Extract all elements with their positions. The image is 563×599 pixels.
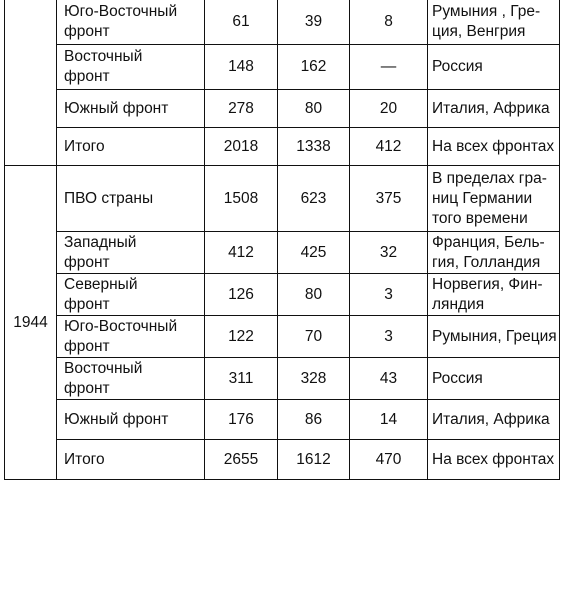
front-cell: Восточный фронт <box>57 358 205 400</box>
value-cell-3: 32 <box>350 232 428 274</box>
value-cell-3: 14 <box>350 400 428 440</box>
value-cell-2: 39 <box>278 0 350 45</box>
table-row <box>5 316 560 358</box>
value-cell-2: 80 <box>278 274 350 316</box>
losses-table <box>4 0 560 480</box>
place-cell: Италия, Африка <box>428 90 560 128</box>
front-cell: Северный фронт <box>57 274 205 316</box>
value-cell-1: 2018 <box>205 128 278 166</box>
value-cell-1: 1508 <box>205 166 278 232</box>
table-row <box>5 274 560 316</box>
value-cell-2: 162 <box>278 45 350 90</box>
value-cell-3: 412 <box>350 128 428 166</box>
front-cell: Итого <box>57 128 205 166</box>
table-row <box>5 358 560 400</box>
place-cell: Румыния, Греция <box>428 316 560 358</box>
value-cell-1: 176 <box>205 400 278 440</box>
front-cell: Восточный фронт <box>57 45 205 90</box>
front-cell: Юго-Восточный фронт <box>57 316 205 358</box>
value-cell-3: 3 <box>350 316 428 358</box>
front-cell: Юго-Восточный фронт <box>57 0 205 45</box>
front-cell: Южный фронт <box>57 90 205 128</box>
value-cell-2: 80 <box>278 90 350 128</box>
place-cell: Франция, Бель- гия, Голландия <box>428 232 560 274</box>
place-cell: Норвегия, Фин- ляндия <box>428 274 560 316</box>
value-cell-3: 3 <box>350 274 428 316</box>
table-row-total <box>5 440 560 480</box>
value-cell-2: 425 <box>278 232 350 274</box>
value-cell-3: 470 <box>350 440 428 480</box>
value-cell-3: 375 <box>350 166 428 232</box>
value-cell-3: 43 <box>350 358 428 400</box>
value-cell-3: — <box>350 45 428 90</box>
value-cell-2: 1612 <box>278 440 350 480</box>
value-cell-1: 311 <box>205 358 278 400</box>
value-cell-2: 70 <box>278 316 350 358</box>
value-cell-2: 86 <box>278 400 350 440</box>
value-cell-1: 126 <box>205 274 278 316</box>
front-cell: Итого <box>57 440 205 480</box>
place-cell: Россия <box>428 45 560 90</box>
front-cell: Южный фронт <box>57 400 205 440</box>
value-cell-3: 20 <box>350 90 428 128</box>
front-cell: ПВО страны <box>57 166 205 232</box>
value-cell-2: 1338 <box>278 128 350 166</box>
place-cell: Италия, Африка <box>428 400 560 440</box>
table-row <box>5 400 560 440</box>
table-row <box>5 232 560 274</box>
table-row <box>5 45 560 90</box>
value-cell-1: 412 <box>205 232 278 274</box>
value-cell-1: 2655 <box>205 440 278 480</box>
value-cell-3: 8 <box>350 0 428 45</box>
value-cell-2: 623 <box>278 166 350 232</box>
value-cell-1: 122 <box>205 316 278 358</box>
value-cell-1: 148 <box>205 45 278 90</box>
value-cell-1: 61 <box>205 0 278 45</box>
place-cell: На всех фронтах <box>428 440 560 480</box>
value-cell-2: 328 <box>278 358 350 400</box>
table-row <box>5 90 560 128</box>
year-cell <box>5 0 57 166</box>
place-cell: В пределах гра- ниц Германии того времени <box>428 166 560 232</box>
year-cell: 1944 <box>5 166 57 480</box>
table-row-total <box>5 128 560 166</box>
table-row <box>5 0 560 45</box>
place-cell: Румыния , Гре- ция, Венгрия <box>428 0 560 45</box>
front-cell: Западный фронт <box>57 232 205 274</box>
place-cell: На всех фронтах <box>428 128 560 166</box>
table-row <box>5 166 560 232</box>
value-cell-1: 278 <box>205 90 278 128</box>
place-cell: Россия <box>428 358 560 400</box>
